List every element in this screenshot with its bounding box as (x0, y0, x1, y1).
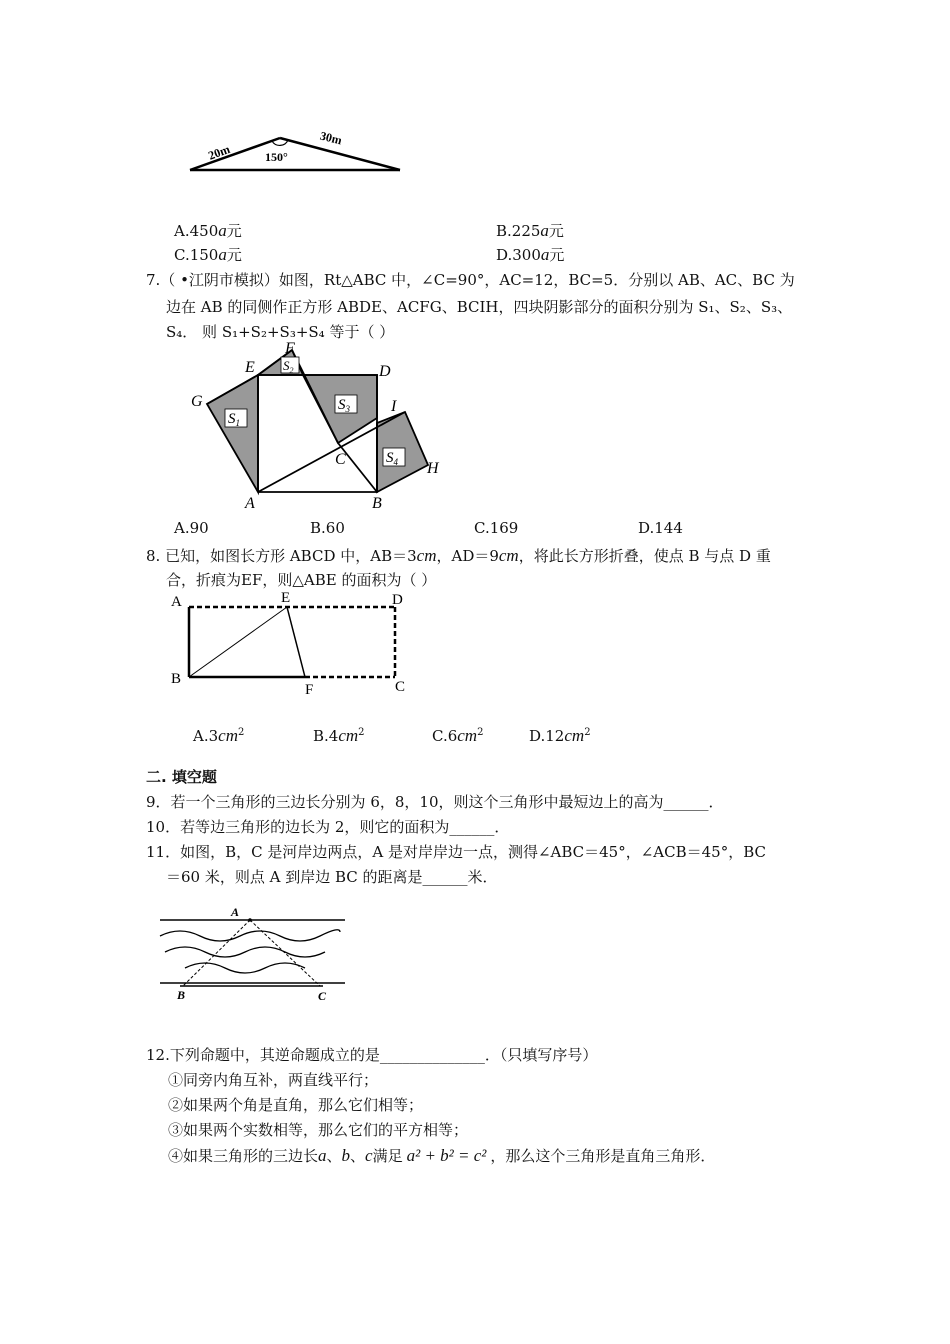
label-s4: $S_4$ (386, 450, 398, 467)
label-B: B (177, 988, 186, 1002)
q10: 10．若等边三角形的边长为 2，则它的面积为______． (146, 818, 510, 836)
label-C: C (395, 679, 406, 695)
label-20m: 20m (206, 142, 232, 163)
label-G: G (191, 393, 203, 410)
q8-figure (165, 590, 415, 700)
q6-option-a: A.450a元 (174, 221, 242, 240)
q7-option-a: A.90 (174, 519, 209, 537)
q7-figure (185, 340, 450, 512)
q8-line2: 合，折痕为EF，则△ABE 的面积为（ ） (166, 571, 437, 589)
q7-line1: 7.（ •江阴市模拟）如图，Rt△ABC 中，∠C=90°，AC=12，BC=5．分别以 AB、AC、BC 为 (146, 271, 795, 289)
q12-item2: ②如果两个角是直角，那么它们相等； (168, 1096, 424, 1114)
label-D: D (379, 363, 391, 380)
q7-line3: S₄． 则 S₁+S₂+S₃+S₄ 等于（ ） (166, 323, 395, 341)
q8-option-d: $D.12cm^2$ (529, 726, 591, 745)
q7-line2: 边在 AB 的同侧作正方形 ABDE、ACFG、BCIH，四块阴影部分的面积分别为 S₁、S₂、S₃、 (166, 298, 793, 316)
q12-line1: 12.下列命题中，其逆命题成立的是______________．（只填写序号） (146, 1046, 598, 1064)
label-s2: $S_2$ (283, 358, 294, 375)
label-s3: $S_3$ (338, 397, 350, 414)
section-title: 二. 填空题 (146, 768, 217, 786)
label-E: E (245, 359, 255, 376)
q7-option-c: C.169 (474, 519, 519, 537)
label-A: A (231, 905, 240, 919)
label-A: A (245, 495, 255, 512)
label-B: B (171, 671, 182, 687)
q12-item3: ③如果两个实数相等，那么它们的平方相等； (168, 1121, 469, 1139)
q12-item4: ④如果三角形的三边长a、b、c满足 a² + b² = c² ，那么这个三角形是直角三角形． (168, 1146, 716, 1165)
q8-option-a: $A.3cm^2$ (193, 726, 245, 745)
q6-option-c: C.150a元 (174, 245, 242, 264)
label-E: E (281, 590, 291, 606)
q8-option-c: $C.6cm^2$ (432, 726, 484, 745)
q8-line1: 8. 已知，如图长方形 ABCD 中，AB＝3cm，AD＝9cm，将此长方形折叠，使点 B 与点 D 重 (146, 546, 771, 565)
q12-item1: ①同旁内角互补，两直线平行； (168, 1071, 379, 1089)
label-F: F (305, 682, 314, 698)
q11-line1: 11．如图，B，C 是河岸边两点，A 是对岸岸边一点，测得∠ABC＝45°，∠ACB＝45°，BC (146, 843, 766, 861)
q11-figure (155, 902, 355, 1004)
label-30m: 30m (318, 128, 344, 148)
shade-s1 (207, 375, 258, 492)
label-C: C (335, 451, 346, 468)
label-A: A (171, 594, 182, 610)
label-H: H (427, 460, 439, 477)
label-D: D (392, 592, 403, 608)
label-B: B (372, 495, 382, 512)
q6-option-b: B.225a元 (496, 221, 564, 240)
q7-option-d: D.144 (638, 519, 683, 537)
q6-figure (180, 128, 420, 178)
q9: 9．若一个三角形的三边长分别为 6，8，10，则这个三角形中最短边上的高为______． (146, 793, 724, 811)
label-F: F (285, 340, 295, 357)
q8-option-b: $B.4cm^2$ (313, 726, 365, 745)
label-I: I (391, 398, 397, 415)
label-C: C (318, 989, 327, 1003)
label-s1: $S_1$ (228, 411, 240, 428)
q6-option-d: D.300a元 (496, 245, 565, 264)
q11-line2: ＝60 米，则点 A 到岸边 BC 的距离是______米． (166, 868, 498, 886)
q7-option-b: B.60 (310, 519, 345, 537)
label-150: 150° (265, 150, 288, 164)
